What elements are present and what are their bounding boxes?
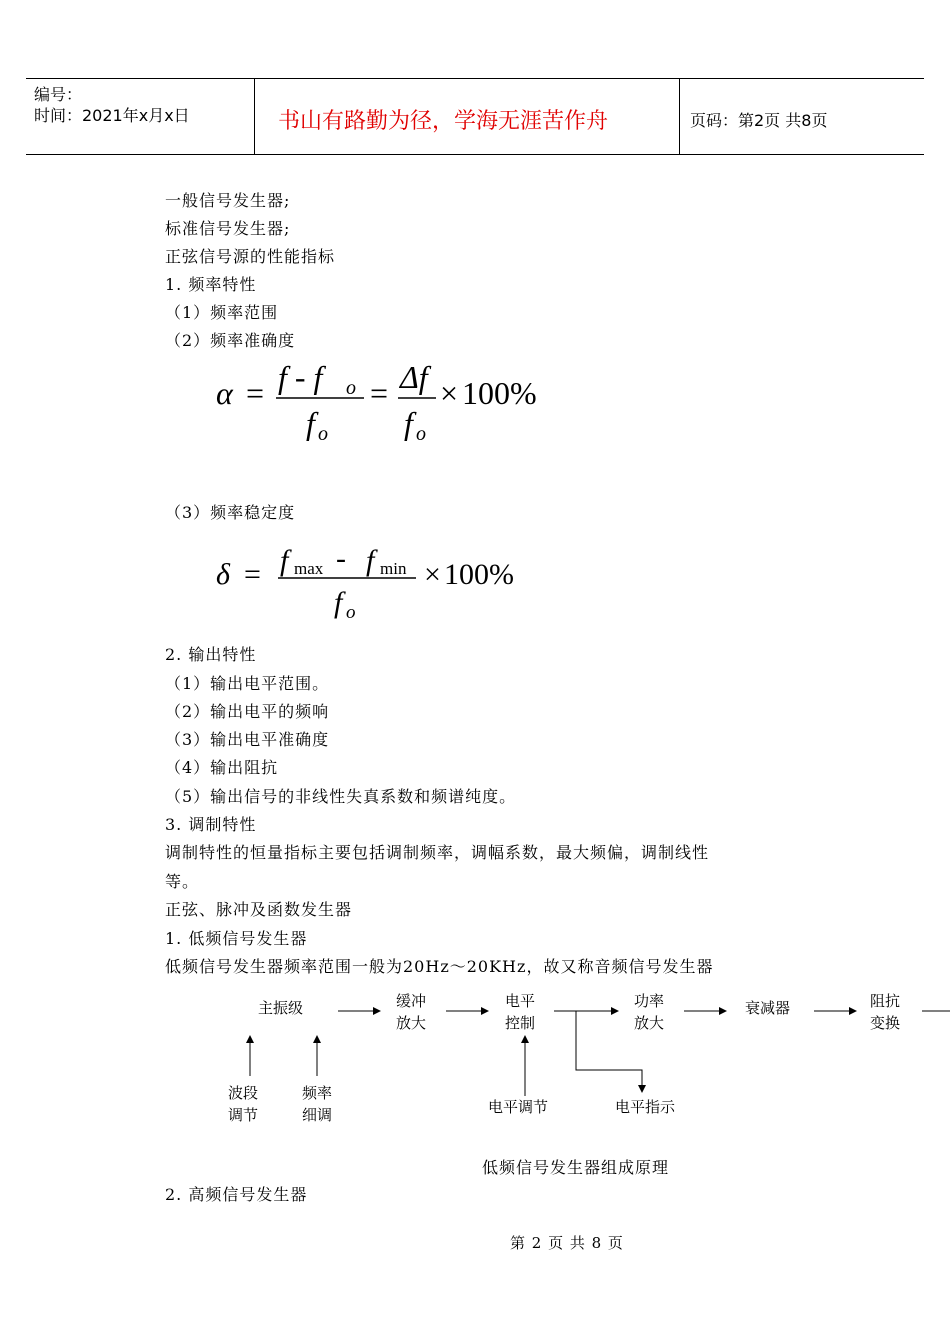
text-line: 2. 高频信号发生器 [165, 1185, 308, 1204]
denominator-f: f [306, 405, 315, 441]
formula-frequency-accuracy [200, 352, 560, 448]
text-line: 正弦信号源的性能指标 [165, 247, 336, 266]
percent-value: 100% [462, 375, 537, 411]
subscript-o: o [318, 423, 328, 445]
text-line: 正弦、脉冲及函数发生器 [165, 900, 353, 919]
equals-sign: = [244, 558, 261, 591]
doc-time-label: 时间：2021年x月x日 [34, 106, 190, 125]
page-info: 页码：第2页 共8页 [690, 111, 828, 130]
text-line: 1. 低频信号发生器 [165, 929, 308, 948]
text-line: 一般信号发生器; [165, 191, 291, 210]
percent-value: 100% [444, 558, 514, 591]
text-line: 调制特性的恒量指标主要包括调制频率，调幅系数，最大频偏，调制线性 [165, 843, 710, 862]
numerator-f-minus-fo: f - f [278, 359, 323, 395]
node-band-adjust [228, 1082, 258, 1126]
node-label: 放大 [634, 1014, 665, 1032]
node-level-control [505, 990, 535, 1034]
node-level-adjust: 电平调节 [488, 1098, 549, 1116]
text-line: （1）输出电平范围。 [165, 674, 330, 693]
arrow-level-indicator [576, 1011, 642, 1092]
page-footer: 第 2 页 共 8 页 [510, 1234, 624, 1252]
text-line: （3）输出电平准确度 [165, 730, 330, 749]
node-label: 波段 [228, 1084, 259, 1102]
node-label: 调节 [228, 1106, 259, 1124]
node-buffer-amp [396, 990, 426, 1034]
denominator-f: f [404, 405, 413, 441]
node-label: 放大 [396, 1014, 427, 1032]
node-main-oscillator: 主振级 [258, 999, 304, 1017]
node-label: 电平 [505, 992, 536, 1010]
header-bottom-rule [26, 154, 924, 155]
header-top-rule [26, 78, 924, 79]
text-line: 标准信号发生器; [165, 219, 291, 238]
node-power-amp [634, 990, 664, 1034]
node-label: 频率 [302, 1084, 333, 1102]
subscript-o: o [346, 602, 356, 623]
minus-sign: - [336, 542, 346, 575]
text-line: 1. 频率特性 [165, 275, 257, 294]
node-label: 缓冲 [396, 992, 427, 1010]
node-attenuator: 衰减器 [745, 999, 791, 1017]
text-line: 等。 [165, 872, 200, 891]
text-line: （5）输出信号的非线性失真系数和频谱纯度。 [165, 787, 517, 806]
text-line: 低频信号发生器频率范围一般为20Hz～20KHz，故又称音频信号发生器 [165, 957, 714, 976]
formula-frequency-stability [200, 538, 560, 624]
text-line: （2）输出电平的频响 [165, 702, 330, 721]
text-line: （1）频率范围 [165, 303, 279, 322]
block-diagram-arrows [0, 980, 950, 1130]
delta-symbol: δ [216, 558, 230, 591]
subscript-min: min [380, 559, 407, 578]
times-sign: × [424, 558, 441, 591]
times-sign: × [440, 375, 459, 411]
f-min-base: f [366, 544, 375, 577]
node-impedance-transform [870, 990, 900, 1034]
node-level-indicator: 电平指示 [615, 1098, 676, 1116]
equals-sign: = [246, 375, 265, 411]
diagram-caption: 低频信号发生器组成原理 [482, 1158, 670, 1177]
f-max-base: f [280, 544, 289, 577]
node-label: 细调 [302, 1106, 333, 1124]
text-line: （4）输出阻抗 [165, 758, 279, 777]
subscript-max: max [294, 559, 324, 578]
node-label: 控制 [505, 1014, 536, 1032]
equals-sign: = [370, 375, 389, 411]
subscript-o: o [416, 423, 426, 445]
node-label: 变换 [870, 1014, 901, 1032]
alpha-symbol: α [216, 375, 233, 411]
stability-heading: （3）频率稳定度 [165, 503, 296, 522]
node-label: 阻抗 [870, 992, 901, 1010]
text-line: 2. 输出特性 [165, 645, 257, 664]
node-fine-adjust [302, 1082, 332, 1126]
numerator-delta-f: Δf [400, 359, 428, 395]
header-divider-left [254, 78, 255, 155]
subscript-o: o [346, 377, 356, 399]
header-divider-right [679, 78, 680, 155]
doc-number-label: 编号： [34, 85, 83, 104]
denominator-f: f [334, 586, 343, 619]
header-motto: 书山有路勤为径，学海无涯苦作舟 [278, 109, 609, 134]
node-label: 功率 [634, 992, 665, 1010]
text-line: 3. 调制特性 [165, 815, 257, 834]
text-line: （2）频率准确度 [165, 331, 296, 350]
